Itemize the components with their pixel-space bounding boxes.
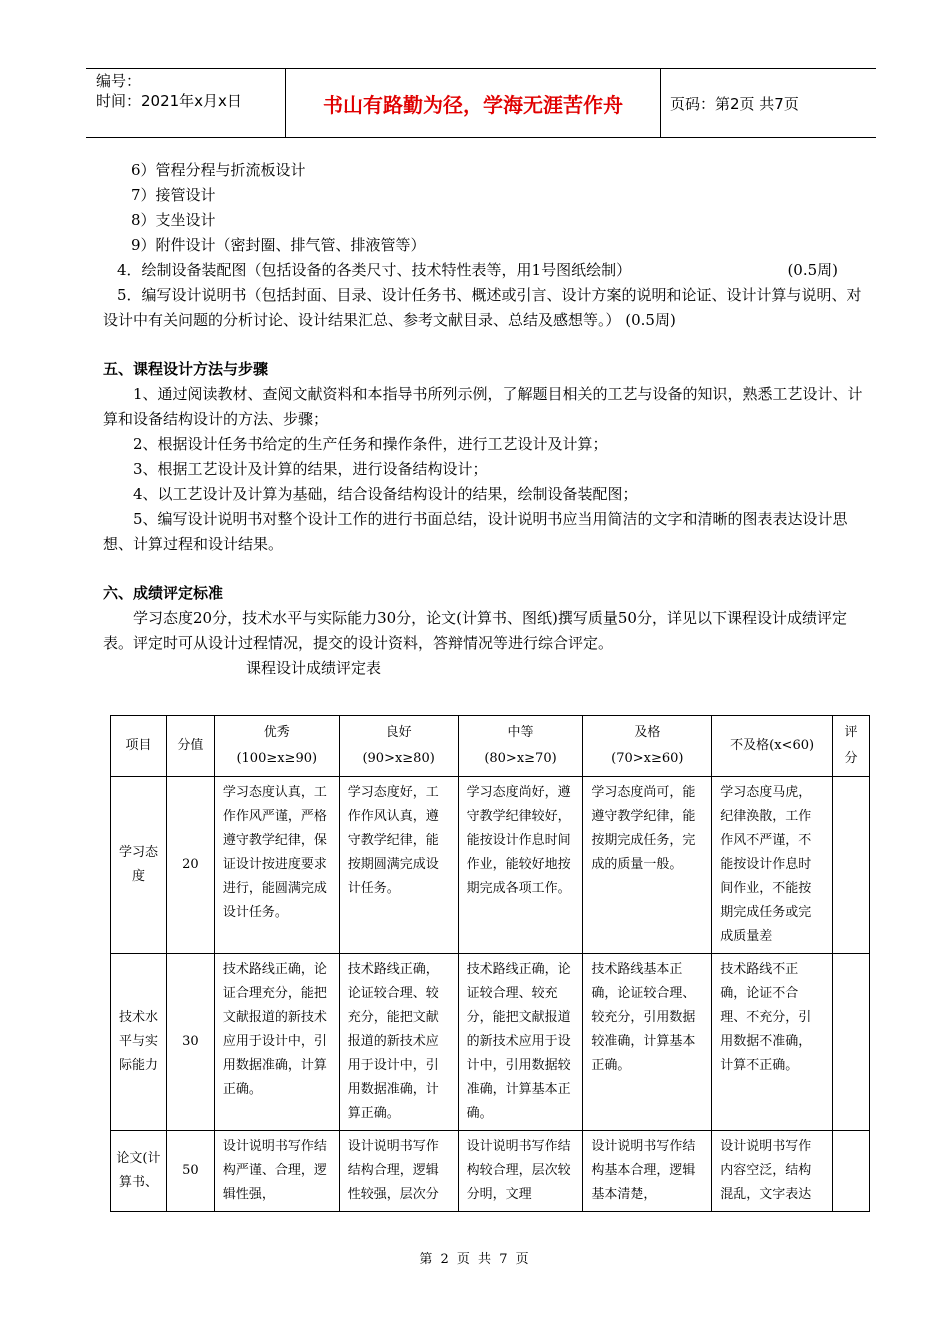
row-rating [833, 1131, 870, 1212]
row-medium: 学习态度尚好，遵守教学纪律较好，能按设计作息时间作业，能较好地按期完成各项工作。 [458, 777, 583, 954]
row-good: 技术路线正确，论证较合理、较充分，能把文献报道的新技术应用于设计中，引用数据准确，计算正确。 [339, 954, 458, 1131]
row-pass: 技术路线基本正确，论证较合理、较充分，引用数据较准确，计算基本正确。 [583, 954, 712, 1131]
row-excellent: 技术路线正确，论证合理充分，能把文献报道的新技术应用于设计中，引用数据准确，计算正确。 [214, 954, 339, 1131]
table-row [111, 954, 870, 1131]
grade-table [110, 715, 870, 1212]
section-6-paragraph: 学习态度20分，技术水平与实际能力30分，论文(计算书、图纸)撰写质量50分，详见以下课程设计成绩评定表。评定时可从设计过程情况，提交的设计资料，答辩情况等进行综合评定。 [103, 609, 847, 652]
row-good: 设计说明书写作结构合理，逻辑性较强，层次分 [339, 1131, 458, 1212]
row-pass: 设计说明书写作结构基本合理，逻辑基本清楚， [583, 1131, 712, 1212]
table-row [111, 777, 870, 954]
header-score: 分值 [166, 716, 214, 777]
row-fail: 学习态度马虎，纪律涣散，工作作风不严谨，不能按设计作息时间作业，不能按期完成任务或完成质量差 [712, 777, 833, 954]
page-footer: 第 2 页 共 7 页 [419, 1252, 531, 1267]
header-page: 页码：第2页 共7页 [670, 94, 799, 113]
row-fail: 设计说明书写作内容空泛，结构混乱，文字表达 [712, 1131, 833, 1212]
item-5: 5．编写设计说明书（包括封面、目录、设计任务书、概述或引言、设计方案的说明和论证、设计计算与说明、对设计中有关问题的分析讨论、设计结果汇总、参考文献目录、总结及感想等。） (0.5周) [103, 286, 862, 329]
step: 3、根据工艺设计及计算的结果，进行设备结构设计； [133, 460, 488, 478]
header-motto: 书山有路勤为径，学海无涯苦作舟 [286, 69, 661, 137]
item-4-text: 4．绘制设备装配图（包括设备的各类尺寸、技术特性表等，用1号图纸绘制） [117, 261, 632, 279]
row-fail: 技术路线不正确，论证不合理、不充分，引用数据不准确，计算不正确。 [712, 954, 833, 1131]
header-time: 时间：2021年x月x日 [96, 92, 242, 110]
step: 5、编写设计说明书对整个设计工作的进行书面总结，设计说明书应当用简洁的文字和清晰的图表表达设计思想、计算过程和设计结果。 [103, 510, 848, 553]
header-meta [86, 69, 286, 137]
header-good: 良好 (90>x≥80) [339, 716, 458, 777]
step: 2、根据设计任务书给定的生产任务和操作条件，进行工艺设计及计算； [133, 435, 608, 453]
step: 1、通过阅读教材、查阅文献资料和本指导书所列示例，了解题目相关的工艺与设备的知识，熟悉工艺设计、计算和设备结构设计的方法、步骤； [103, 385, 863, 428]
list-item: 7）接管设计 [131, 186, 216, 204]
list-item: 9）附件设计（密封圈、排气管、排液管等） [131, 236, 426, 254]
table-caption: 课程设计成绩评定表 [246, 659, 382, 677]
header-medium: 中等 (80>x≥70) [458, 716, 583, 777]
header-rating: 评分 [833, 716, 870, 777]
header-excellent: 优秀 (100≥x≥90) [214, 716, 339, 777]
section-6-title: 六、成绩评定标准 [103, 584, 224, 602]
table-row [111, 1131, 870, 1212]
header-item: 项目 [111, 716, 167, 777]
header-pass: 及格 (70>x≥60) [583, 716, 712, 777]
table-header-row [111, 716, 870, 777]
section-5-title: 五、课程设计方法与步骤 [103, 360, 269, 378]
header-number: 编号： [96, 72, 142, 90]
row-pass: 学习态度尚可，能遵守教学纪律，能按期完成任务，完成的质量一般。 [583, 777, 712, 954]
row-score: 20 [166, 777, 214, 954]
step: 4、以工艺设计及计算为基础，结合设备结构设计的结果，绘制设备装配图； [133, 485, 638, 503]
item-4-time: (0.5周) [787, 261, 838, 279]
row-score: 50 [166, 1131, 214, 1212]
row-excellent: 设计说明书写作结构严谨、合理，逻辑性强， [214, 1131, 339, 1212]
list-item: 6）管程分程与折流板设计 [131, 161, 306, 179]
header-fail: 不及格(x<60) [712, 716, 833, 777]
row-medium: 设计说明书写作结构较合理，层次较分明，文理 [458, 1131, 583, 1212]
row-item: 学习态度 [111, 777, 167, 954]
item-4 [103, 258, 863, 283]
row-medium: 技术路线正确，论证较合理、较充分，能把文献报道的新技术应用于设计中，引用数据较准确，计算基本正确。 [458, 954, 583, 1131]
page-header [86, 68, 876, 138]
row-excellent: 学习态度认真，工作作风严谨，严格遵守教学纪律，保证设计按进度要求进行，能圆满完成设计任务。 [214, 777, 339, 954]
row-good: 学习态度好，工作作风认真，遵守教学纪律，能按期圆满完成设计任务。 [339, 777, 458, 954]
row-score: 30 [166, 954, 214, 1131]
row-rating [833, 954, 870, 1131]
row-item: 技术水平与实际能力 [111, 954, 167, 1131]
row-rating [833, 777, 870, 954]
list-item: 8）支坐设计 [131, 211, 216, 229]
row-item: 论文(计算书、 [111, 1131, 167, 1212]
document-body [103, 158, 863, 681]
